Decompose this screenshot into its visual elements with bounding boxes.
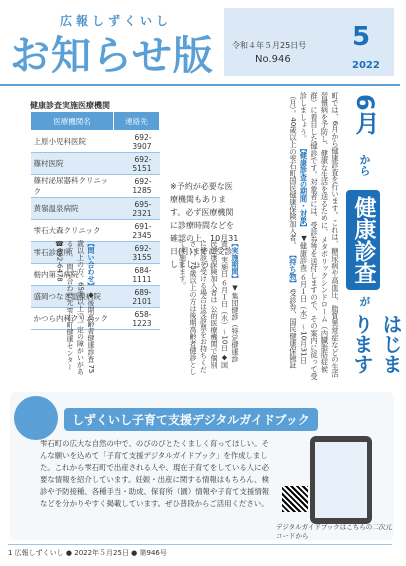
clinic-name: 篠村医院 bbox=[31, 153, 114, 175]
clinic-name: 栃内第二病院 bbox=[31, 264, 114, 286]
qr-code-icon[interactable] bbox=[282, 486, 308, 512]
clinic-tel: 658-1223 bbox=[114, 308, 160, 330]
guidebook-badge-icon bbox=[14, 396, 58, 440]
guidebook-body: 雫石町の広大な自然の中で、のびのびとたくましく育ってほしい。そんな願いを込めて「子育て支援デジタルガイドブック」を作成しました。これから雫石町で出産される人や、現在子育てをしている人に必要な情報を紹介しています。妊娠・出産に関する情報はもちろん、検診や予防接種、各種手当・助成、保育所（園）情報や子育て支援情報などを分かりやすく掲載しています。ぜひ普段からご活用ください。 bbox=[40, 439, 270, 508]
headline bbox=[342, 92, 403, 392]
headline-kara: から bbox=[358, 154, 371, 176]
clinic-name: 雫石診療所 bbox=[31, 242, 114, 264]
issue-date: 令和４年５月25日号 bbox=[232, 41, 307, 50]
lower-column-a bbox=[100, 240, 240, 375]
lower-text-a: ▼集団健診（特定健康診査） 実施日 ６月１日（水）〜10日 ◆国民健康保険加入者は 公的医療機関で個別に健診を受ける場合は受診票をお持ちください。75歳以上の方は後期高齢者健診として実施します。 bbox=[178, 240, 239, 375]
headline-hajimari: はじまります bbox=[350, 314, 403, 374]
article-heading: 【健康診査の期間・対象】 bbox=[299, 144, 309, 232]
clinic-name: 盛岡つなぎ温泉病院 bbox=[31, 286, 114, 308]
masthead-subtitle: 広報しずくいし bbox=[60, 14, 173, 28]
clinic-tel: 684-1111 bbox=[114, 264, 160, 286]
smartphone-screen bbox=[315, 442, 367, 518]
table-header-tel: 連絡先 bbox=[114, 112, 160, 131]
article-intro: 町では、6月から健康診査を行います。これは、糖尿病や高血圧、脂質異常症などの生活習慣病を予防し、健康な生活を送るために、メタボリックシンドローム（内臓脂肪症候群）に着目した健診です。対象者には、受診券等を送付しますので、その案内に従って受診しましょう。 bbox=[299, 92, 340, 380]
headline-month: 6月 bbox=[351, 94, 379, 135]
issue-month: 5 bbox=[352, 22, 371, 52]
masthead-title: お知らせ版 bbox=[10, 33, 214, 79]
article-body bbox=[245, 92, 340, 382]
reservation-note: ※予約が必要な医療機関もあります。必ず医療機関に診療時間などを確認の上、10月31日(月)までに受診しましょう。 bbox=[170, 182, 239, 269]
headline-ga: が bbox=[358, 296, 371, 307]
masthead-divider bbox=[0, 84, 400, 86]
article-paragraph: ▼健康診査 ６月１日（水）〜10月31日（月）。40歳以上の雫石町国民健康保険加入者。 bbox=[289, 92, 309, 364]
lower-heading-a: 【実施期間】 bbox=[231, 240, 239, 282]
article-heading: 【持ち物】 bbox=[289, 251, 298, 288]
article-paragraph: 受診券、国民健康保険証 bbox=[289, 289, 298, 369]
clinic-name: 雫石大森クリニック bbox=[31, 220, 114, 242]
clinic-name: 篠村泌尿器科クリニック bbox=[31, 175, 114, 198]
issue-year: 2022 bbox=[352, 60, 380, 71]
issue-number: No.946 bbox=[255, 54, 291, 65]
lower-heading-b: 【問い合わせ】 bbox=[87, 240, 95, 289]
lower-text-b: ◆後期高齢者健康診査 75歳以上の方、65歳以上で一定の障がいがある方。 問い合わせ先 雫石町健康センター ☎692-6478 bbox=[55, 240, 95, 375]
footer-divider bbox=[8, 544, 392, 545]
clinic-tel: 695-2321 bbox=[114, 198, 160, 220]
clinic-tel: 692-3907 bbox=[114, 131, 160, 153]
qr-caption: デジタルガイドブックはこちらの二次元コードから bbox=[276, 523, 392, 540]
clinic-tel: 689-2101 bbox=[114, 286, 160, 308]
table-header-name: 医療機関名 bbox=[31, 112, 114, 131]
clinic-tel: 692-1285 bbox=[114, 175, 160, 198]
clinic-table-title: 健康診査実施医療機関 bbox=[30, 101, 110, 110]
footer-text: 1 広報しずくいし ● 2022年５月25日 ● 第946号 bbox=[8, 549, 167, 557]
lower-column-b bbox=[8, 240, 96, 375]
clinic-tel: 691-2345 bbox=[114, 220, 160, 242]
headline-kenkou-badge: 健康診査 bbox=[346, 190, 380, 290]
clinic-name: 上原小児科医院 bbox=[31, 131, 114, 153]
guidebook-title: しずくいし子育て支援デジタルガイドブック bbox=[64, 408, 318, 431]
clinic-tel: 692-5151 bbox=[114, 153, 160, 175]
clinic-name: 黄嶺温泉病院 bbox=[31, 198, 114, 220]
clinic-tel: 692-3155 bbox=[114, 242, 160, 264]
clinic-name: かつら内科クリニック bbox=[31, 308, 114, 330]
